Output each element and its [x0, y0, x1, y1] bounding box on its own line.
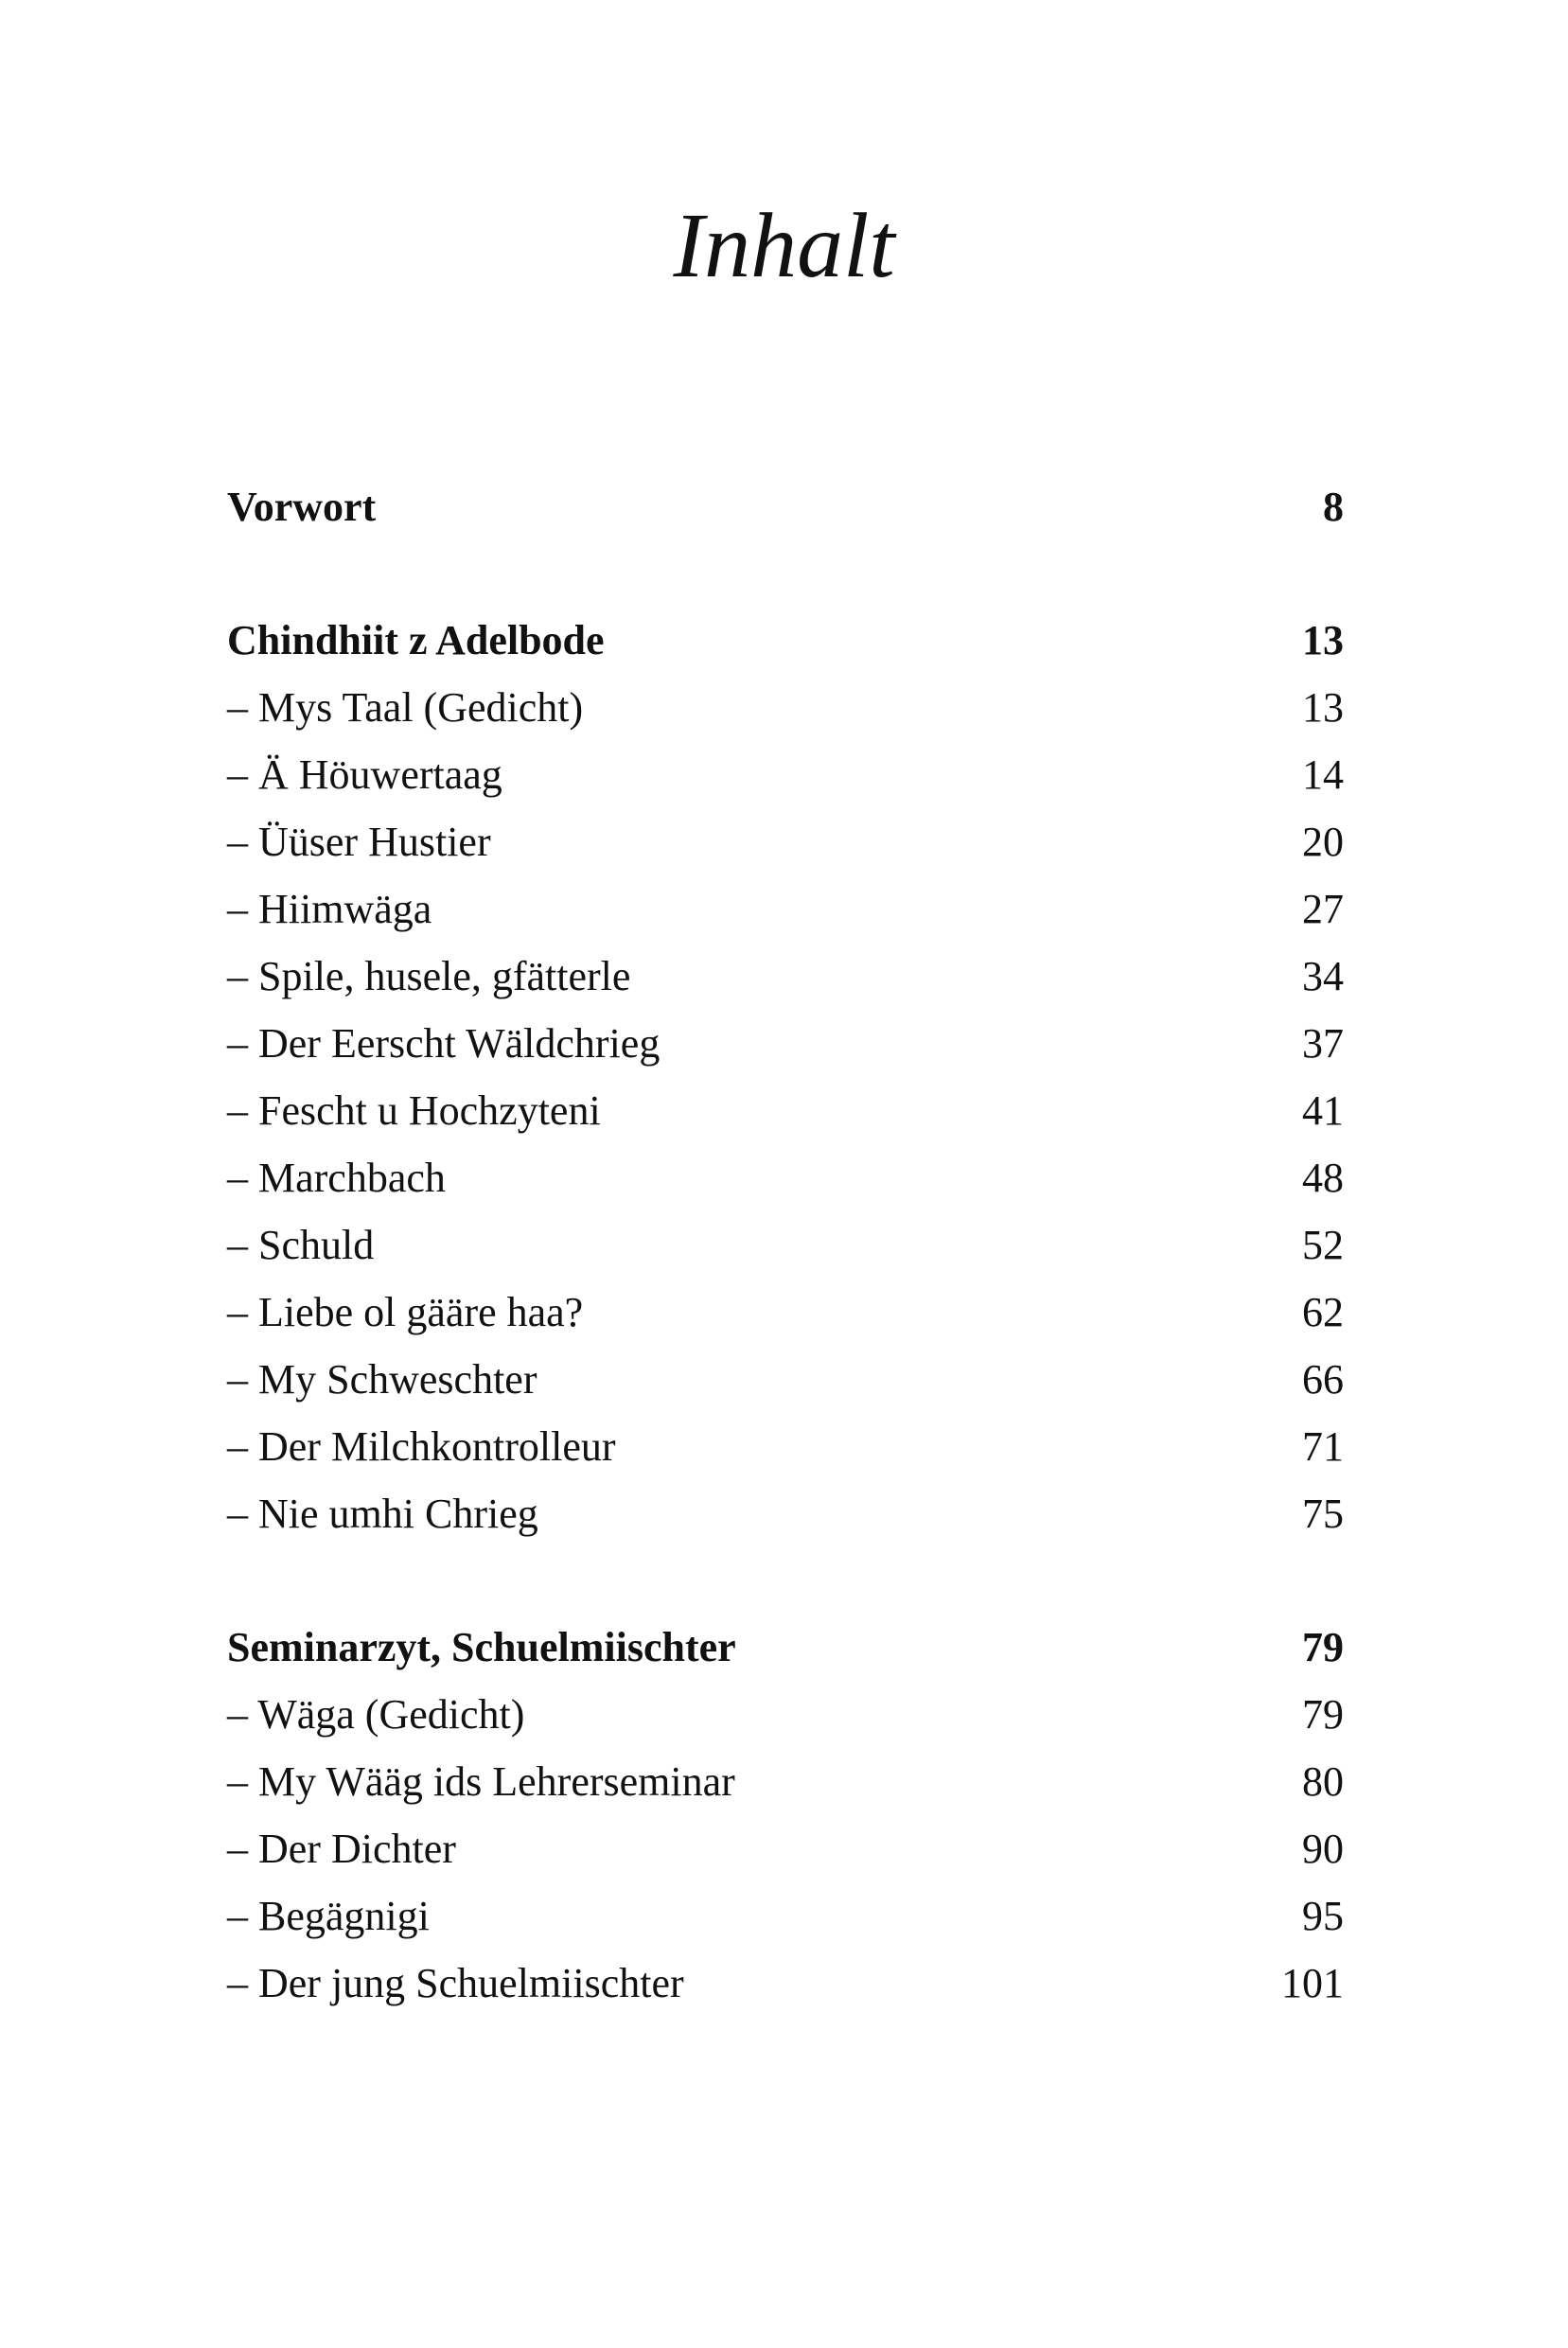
- toc-entry: [227, 943, 1344, 1010]
- toc-entry: [227, 1950, 1344, 2017]
- toc-entry-page: 101: [1281, 1960, 1344, 2006]
- toc-heading-label: Chindhiit z Adelbode: [227, 617, 605, 663]
- toc-entry-page: 90: [1302, 1826, 1344, 1872]
- toc-entry-page: 95: [1302, 1893, 1344, 1939]
- toc-entry: [227, 1346, 1344, 1413]
- toc-entry-label: – Der Dichter: [227, 1826, 456, 1872]
- toc-entry-page: 80: [1302, 1758, 1344, 1805]
- toc-entry-label: – Nie umhi Chrieg: [227, 1491, 538, 1537]
- toc-entry-page: 27: [1302, 886, 1344, 932]
- toc-entry: [227, 1815, 1344, 1882]
- toc-heading-label: Vorwort: [227, 484, 377, 530]
- toc-entry: [227, 1077, 1344, 1144]
- toc-entry: [227, 1748, 1344, 1815]
- toc-section-heading: [227, 473, 1344, 540]
- toc-heading-label: Seminarzyt, Schuelmiischter: [227, 1624, 736, 1670]
- toc-entry-label: – My Schweschter: [227, 1356, 537, 1403]
- table-of-contents: [227, 473, 1344, 2083]
- toc-entry-label: – Marchbach: [227, 1155, 446, 1201]
- toc-section: [227, 607, 1344, 1547]
- toc-entry-page: 14: [1302, 751, 1344, 798]
- toc-entry-label: – Begägnigi: [227, 1893, 430, 1939]
- toc-entry-label: – Wäga (Gedicht): [227, 1691, 525, 1738]
- toc-entry-label: – Spile, husele, gfätterle: [227, 953, 631, 999]
- toc-entry-label: – Der Eerscht Wäldchrieg: [227, 1020, 661, 1067]
- toc-section: [227, 473, 1344, 540]
- toc-section: [227, 1614, 1344, 2017]
- toc-entry-page: 13: [1302, 684, 1344, 731]
- toc-heading-page: 8: [1323, 484, 1344, 530]
- toc-entry-page: 34: [1302, 953, 1344, 999]
- toc-entry: [227, 875, 1344, 943]
- toc-entry-label: – Der jung Schuelmiischter: [227, 1960, 684, 2006]
- toc-entry: [227, 1144, 1344, 1211]
- toc-entry-page: 79: [1302, 1691, 1344, 1738]
- toc-entry: [227, 808, 1344, 875]
- toc-entry-page: 62: [1302, 1289, 1344, 1335]
- toc-section-heading: [227, 607, 1344, 674]
- toc-entry-label: – Liebe ol gääre haa?: [227, 1289, 584, 1335]
- toc-entry: [227, 1882, 1344, 1950]
- page-title: Inhalt: [673, 195, 895, 297]
- toc-entry-page: 41: [1302, 1087, 1344, 1134]
- toc-entry: [227, 1211, 1344, 1279]
- toc-entry: [227, 741, 1344, 808]
- toc-entry: [227, 1681, 1344, 1748]
- toc-entry-page: 37: [1302, 1020, 1344, 1067]
- toc-entry-page: 66: [1302, 1356, 1344, 1403]
- toc-entry: [227, 1480, 1344, 1547]
- toc-entry: [227, 1010, 1344, 1077]
- toc-heading-page: 79: [1302, 1624, 1344, 1670]
- toc-entry-label: – Fescht u Hochzyteni: [227, 1087, 601, 1134]
- toc-entry-label: – My Wääg ids Lehrerseminar: [227, 1758, 735, 1805]
- toc-entry-page: 75: [1302, 1491, 1344, 1537]
- toc-entry-page: 20: [1302, 819, 1344, 865]
- toc-entry-label: – Mys Taal (Gedicht): [227, 684, 584, 731]
- toc-entry: [227, 674, 1344, 741]
- toc-entry-page: 71: [1302, 1423, 1344, 1470]
- toc-entry: [227, 1413, 1344, 1480]
- toc-entry: [227, 1279, 1344, 1346]
- toc-entry-label: – Schuld: [227, 1222, 375, 1268]
- toc-heading-page: 13: [1302, 617, 1344, 663]
- toc-section-heading: [227, 1614, 1344, 1681]
- toc-entry-page: 52: [1302, 1222, 1344, 1268]
- toc-entry-label: – Hiimwäga: [227, 886, 432, 932]
- toc-entry-label: – Der Milchkontrolleur: [227, 1423, 616, 1470]
- toc-entry-page: 48: [1302, 1155, 1344, 1201]
- toc-entry-label: – Ä Höuwertaag: [227, 751, 502, 798]
- toc-entry-label: – Üüser Hustier: [227, 819, 491, 865]
